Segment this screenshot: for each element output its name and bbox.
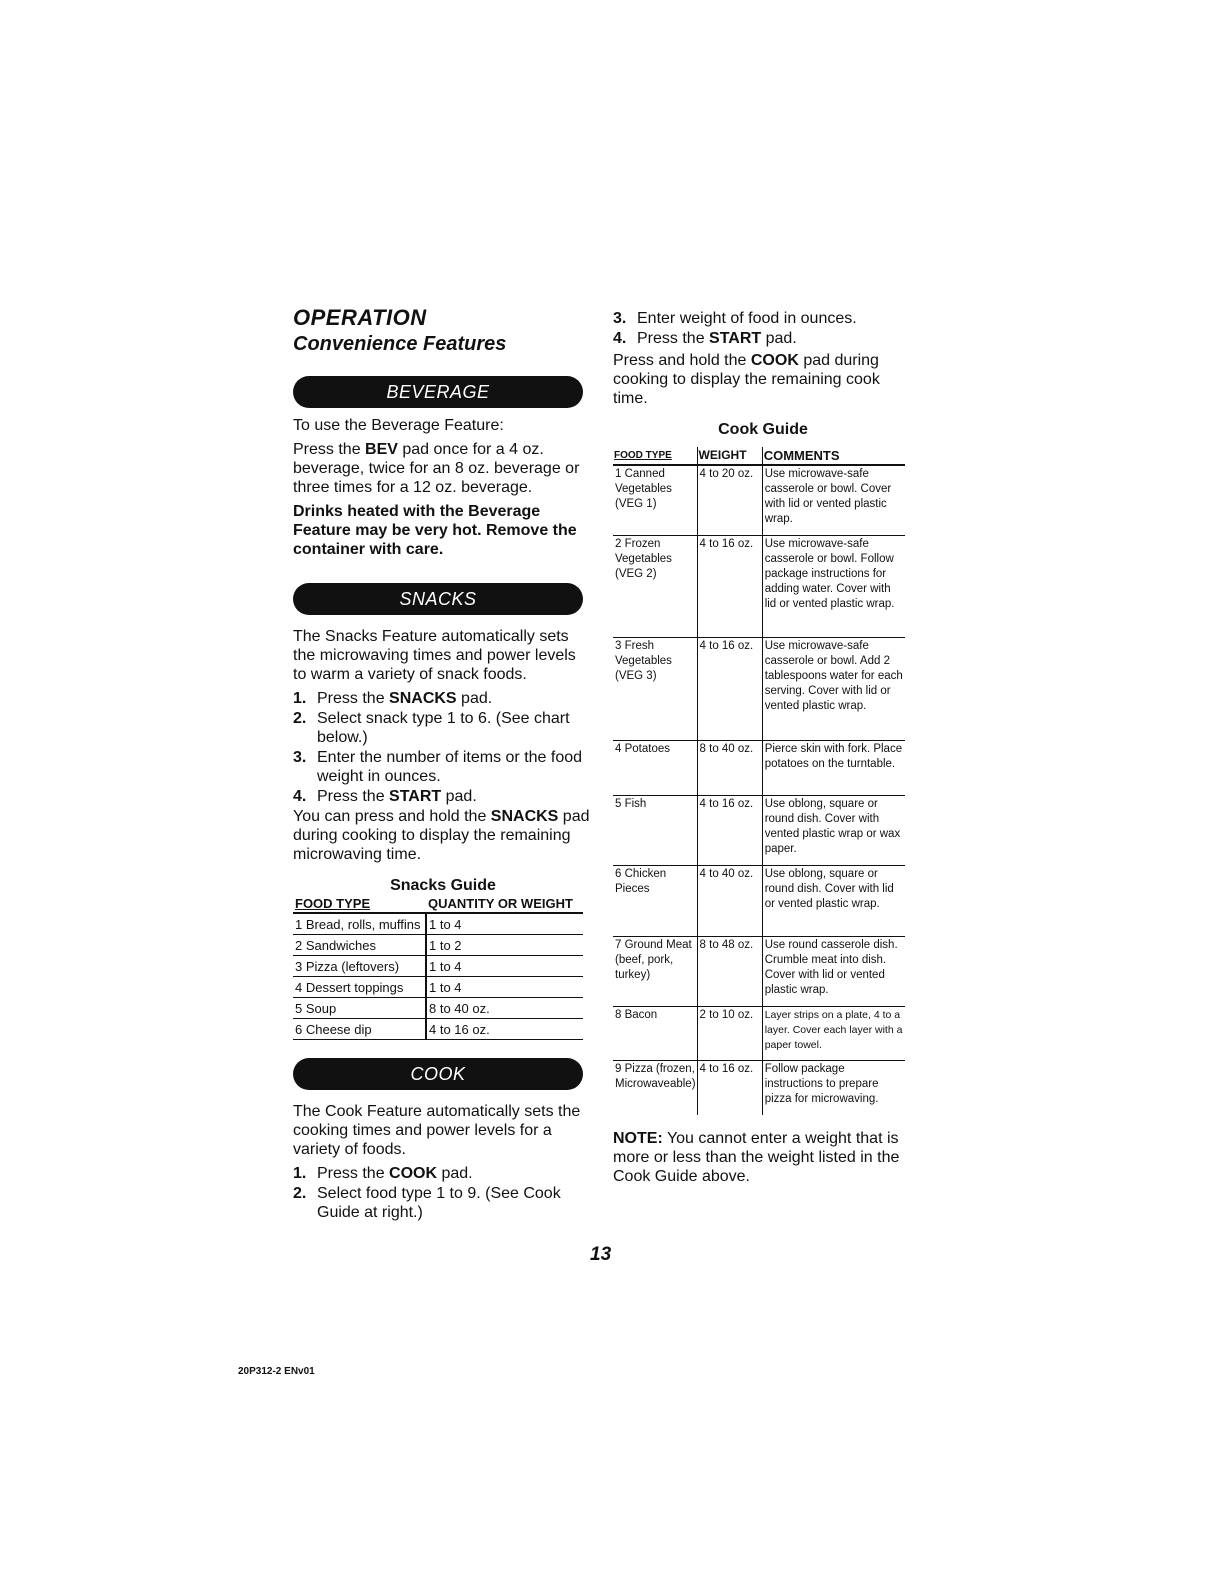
section-heading: OPERATION (293, 305, 427, 330)
list-item: 2. Select food type 1 to 9. (See Cook Guide at right.) (293, 1185, 561, 1221)
beverage-intro: To use the Beverage Feature: (293, 417, 504, 434)
table-row: 2 Frozen Vegetables (VEG 2) 4 to 16 oz. Use microwave-safe casserole or bowl. Follow package instructions for adding water. Cover with lid or vented plastic wrap. (613, 535, 905, 637)
cook-steps-part2 (613, 309, 913, 348)
beverage-banner (293, 376, 583, 408)
table-row: 8 Bacon 2 to 10 oz. Layer strips on a plate, 4 to a layer. Cover each layer with a paper towel. (613, 1006, 905, 1060)
beverage-warning: Drinks heated with the Beverage Feature may be very hot. Remove the container with care. (293, 503, 577, 558)
table-row: 5 Fish 4 to 16 oz. Use oblong, square or round dish. Cover with vented plastic wrap or wax paper. (613, 795, 905, 865)
snacks-intro: The Snacks Feature automatically sets the microwaving times and power levels to warm a variety of snack foods. (293, 628, 576, 683)
table-row: 1 Canned Vegetables (VEG 1) 4 to 20 oz. Use microwave-safe casserole or bowl. Cover with lid or vented plastic wrap. (613, 465, 905, 535)
table-header-row (293, 895, 583, 913)
snacks-guide-table (293, 895, 583, 1040)
cook-note: NOTE: You cannot enter a weight that is more or less than the weight listed in the Cook Guide above. (613, 1130, 900, 1185)
table-row: 4 Potatoes 8 to 40 oz. Pierce skin with fork. Place potatoes on the turntable. (613, 740, 905, 795)
page-number: 13 (590, 1244, 612, 1265)
table-row: 1 Bread, rolls, muffins 1 to 4 (293, 913, 583, 935)
list-item: 2. Select snack type 1 to 6. (See chart below.) (293, 710, 570, 746)
table-row: 9 Pizza (frozen, Microwaveable) 4 to 16 oz. Follow package instructions to prepare pizza for microwaving. (613, 1060, 905, 1115)
snacks-guide-title: Snacks Guide (390, 877, 496, 894)
column-header: QUANTITY OR WEIGHT (426, 895, 583, 913)
table-row: 7 Ground Meat (beef, pork, turkey) 8 to 48 oz. Use round casserole dish. Crumble meat into dish. Cover with lid or vented plastic wrap. (613, 936, 905, 1006)
beverage-banner-label: BEVERAGE (386, 382, 490, 402)
column-header: WEIGHT (697, 447, 762, 465)
left-column (293, 306, 593, 1223)
column-header: COMMENTS (762, 447, 905, 465)
cook-banner-label: COOK (410, 1064, 466, 1084)
cook-intro: The Cook Feature automatically sets the cooking times and power levels for a variety of foods. (293, 1103, 581, 1158)
column-header: FOOD TYPE (613, 447, 697, 465)
document-id: 20P312-2 ENv01 (238, 1366, 315, 1377)
list-item: 3. Enter the number of items or the food weight in ounces. (293, 749, 583, 785)
cook-banner (293, 1058, 583, 1090)
table-row: 5 Soup 8 to 40 oz. (293, 998, 583, 1019)
subsection-heading: Convenience Features (293, 333, 507, 355)
beverage-instructions: Press the BEV pad once for a 4 oz. beverage, twice for an 8 oz. beverage or three times for a 12 oz. beverage. (293, 441, 580, 496)
table-header-row (613, 447, 905, 465)
list-item: 3. Enter weight of food in ounces. (613, 310, 857, 327)
list-item: 4. Press the START pad. (613, 330, 797, 347)
table-row: 6 Chicken Pieces 4 to 40 oz. Use oblong, square or round dish. Cover with lid or vented plastic wrap. (613, 865, 905, 936)
right-column (613, 309, 913, 1191)
list-item: 1. Press the COOK pad. (293, 1165, 473, 1182)
cook-steps-part1 (293, 1164, 593, 1222)
snacks-banner-label: SNACKS (399, 589, 477, 609)
cook-guide-table (613, 447, 905, 1115)
table-row: 4 Dessert toppings 1 to 4 (293, 977, 583, 998)
table-row: 2 Sandwiches 1 to 2 (293, 935, 583, 956)
table-row: 6 Cheese dip 4 to 16 oz. (293, 1019, 583, 1040)
list-item: 1. Press the SNACKS pad. (293, 690, 493, 707)
snacks-steps (293, 689, 593, 806)
cook-hold-note: Press and hold the COOK pad during cooking to display the remaining cook time. (613, 352, 880, 407)
snacks-hold-note: You can press and hold the SNACKS pad during cooking to display the remaining microwaving time. (293, 808, 590, 863)
snacks-banner (293, 583, 583, 615)
column-header: FOOD TYPE (293, 895, 426, 913)
table-row: 3 Pizza (leftovers) 1 to 4 (293, 956, 583, 977)
cook-guide-title: Cook Guide (718, 421, 808, 438)
list-item: 4. Press the START pad. (293, 788, 477, 805)
table-row: 3 Fresh Vegetables (VEG 3) 4 to 16 oz. Use microwave-safe casserole or bowl. Add 2 tablespoons water for each serving. Cover with lid or vented plastic wrap. (613, 637, 905, 740)
